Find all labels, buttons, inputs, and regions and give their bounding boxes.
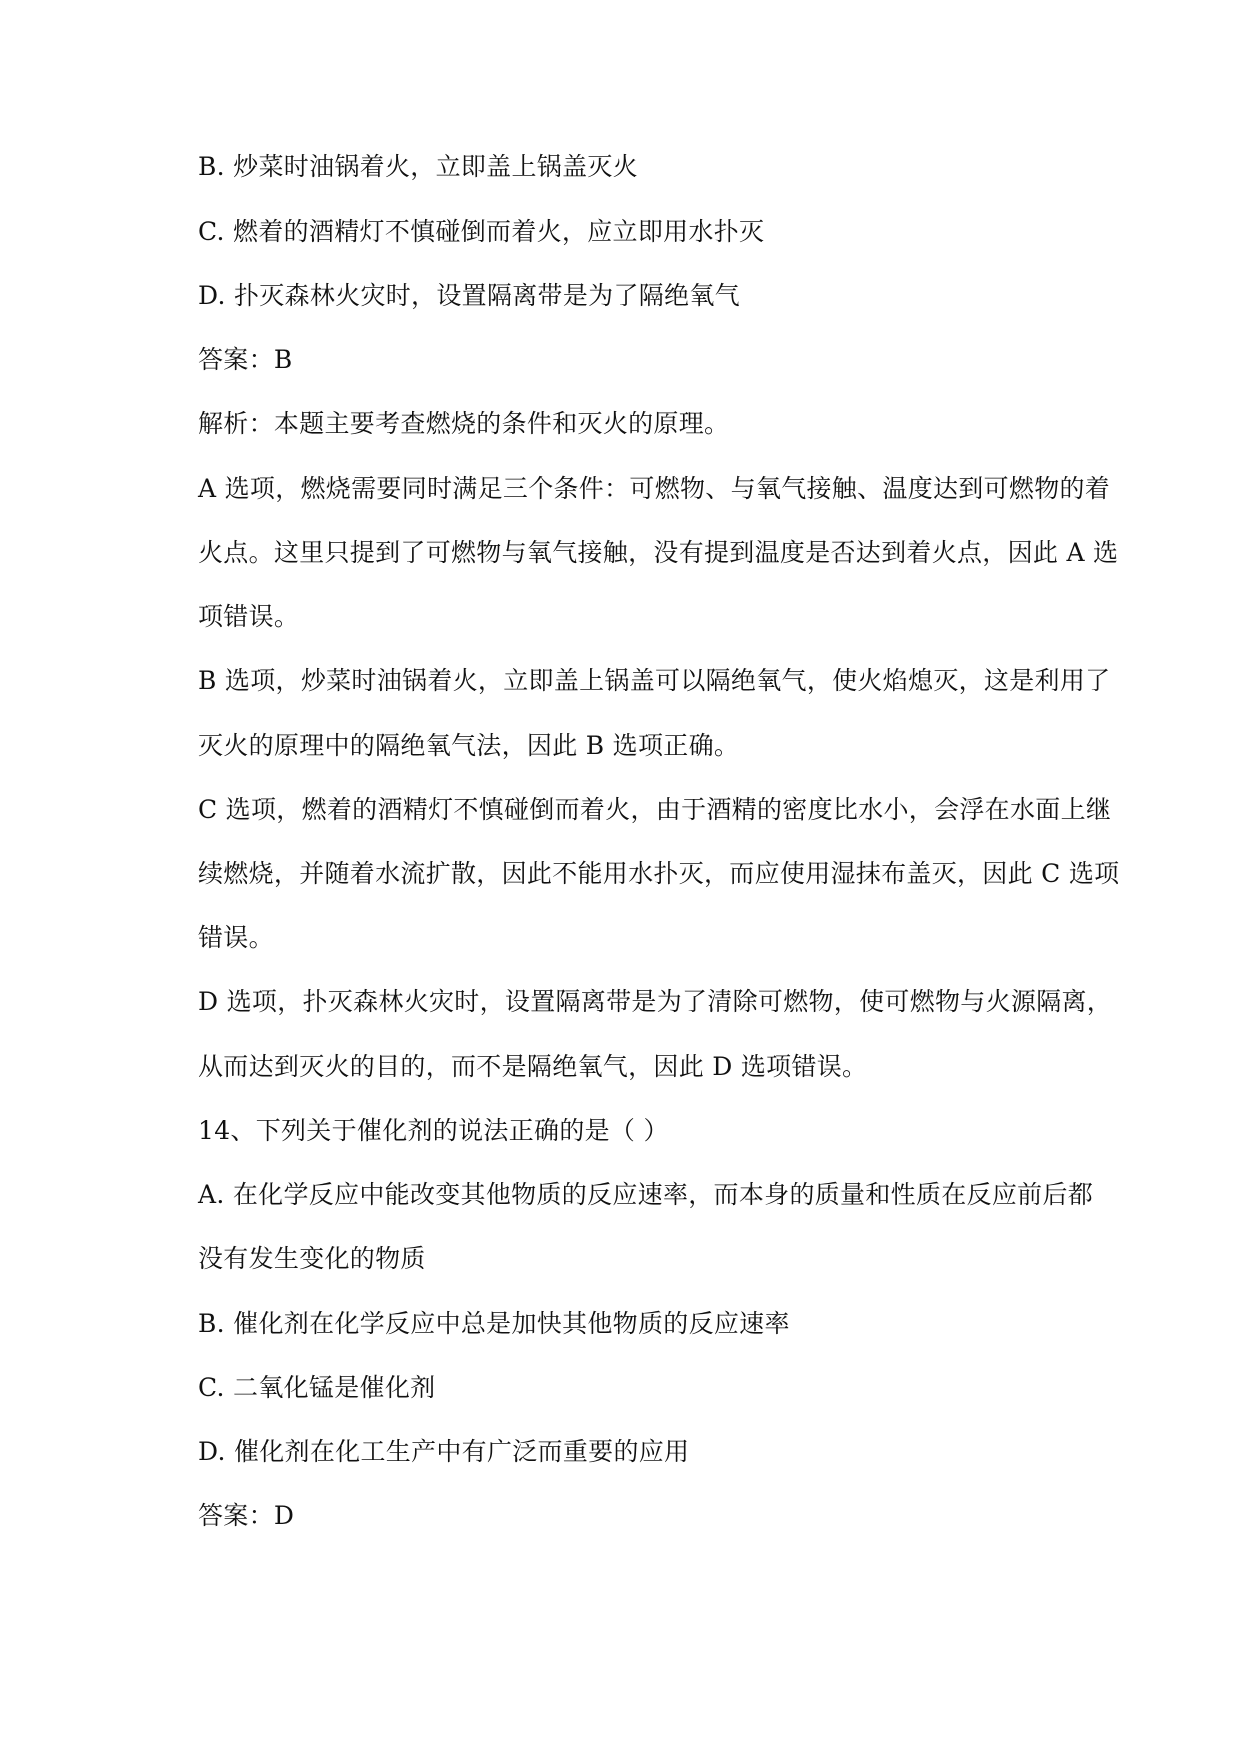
q13-analysis-b-line-1: B 选项，炒菜时油锅着火，立即盖上锅盖可以隔绝氧气，使火焰熄灭，这是利用了 bbox=[198, 666, 1111, 695]
q14-option-d: D. 催化剂在化工生产中有广泛而重要的应用 bbox=[198, 1437, 690, 1466]
q14-option-a-line-1: A. 在化学反应中能改变其他物质的反应速率，而本身的质量和性质在反应前后都 bbox=[198, 1180, 1094, 1209]
q13-analysis-c-line-1: C 选项，燃着的酒精灯不慎碰倒而着火，由于酒精的密度比水小，会浮在水面上继 bbox=[198, 795, 1112, 824]
q13-analysis-a-line-3: 项错误。 bbox=[198, 602, 300, 631]
q13-analysis-d-line-1: D 选项，扑灭森林火灾时，设置隔离带是为了清除可燃物，使可燃物与火源隔离， bbox=[198, 987, 1113, 1016]
q14-option-b: B. 催化剂在化学反应中总是加快其他物质的反应速率 bbox=[198, 1309, 790, 1338]
q13-analysis-d-line-2: 从而达到灭火的目的，而不是隔绝氧气，因此 D 选项错误。 bbox=[198, 1052, 868, 1081]
q13-option-b: B. 炒菜时油锅着火，立即盖上锅盖灭火 bbox=[198, 152, 638, 181]
q14-answer: 答案：D bbox=[198, 1501, 295, 1530]
q13-analysis-a-line-2: 火点。这里只提到了可燃物与氧气接触，没有提到温度是否达到着火点，因此 A 选 bbox=[198, 538, 1119, 567]
q13-option-d: D. 扑灭森林火灾时，设置隔离带是为了隔绝氧气 bbox=[198, 281, 740, 310]
q13-option-c: C. 燃着的酒精灯不慎碰倒而着火，应立即用水扑灭 bbox=[198, 217, 765, 246]
q13-analysis-a-line-1: A 选项，燃烧需要同时满足三个条件：可燃物、与氧气接触、温度达到可燃物的着 bbox=[198, 474, 1111, 503]
q13-analysis-intro: 解析：本题主要考查燃烧的条件和灭火的原理。 bbox=[198, 409, 730, 438]
q13-analysis-b-line-2: 灭火的原理中的隔绝氧气法，因此 B 选项正确。 bbox=[198, 731, 740, 760]
q13-analysis-c-line-3: 错误。 bbox=[198, 923, 274, 952]
q14-option-a-line-2: 没有发生变化的物质 bbox=[198, 1244, 426, 1273]
q14-option-c: C. 二氧化锰是催化剂 bbox=[198, 1373, 436, 1402]
q13-answer: 答案：B bbox=[198, 345, 293, 374]
q14-question: 14、下列关于催化剂的说法正确的是（ ） bbox=[198, 1116, 669, 1145]
q13-analysis-c-line-2: 续燃烧，并随着水流扩散，因此不能用水扑灭，而应使用湿抹布盖灭，因此 C 选项 bbox=[198, 859, 1120, 888]
